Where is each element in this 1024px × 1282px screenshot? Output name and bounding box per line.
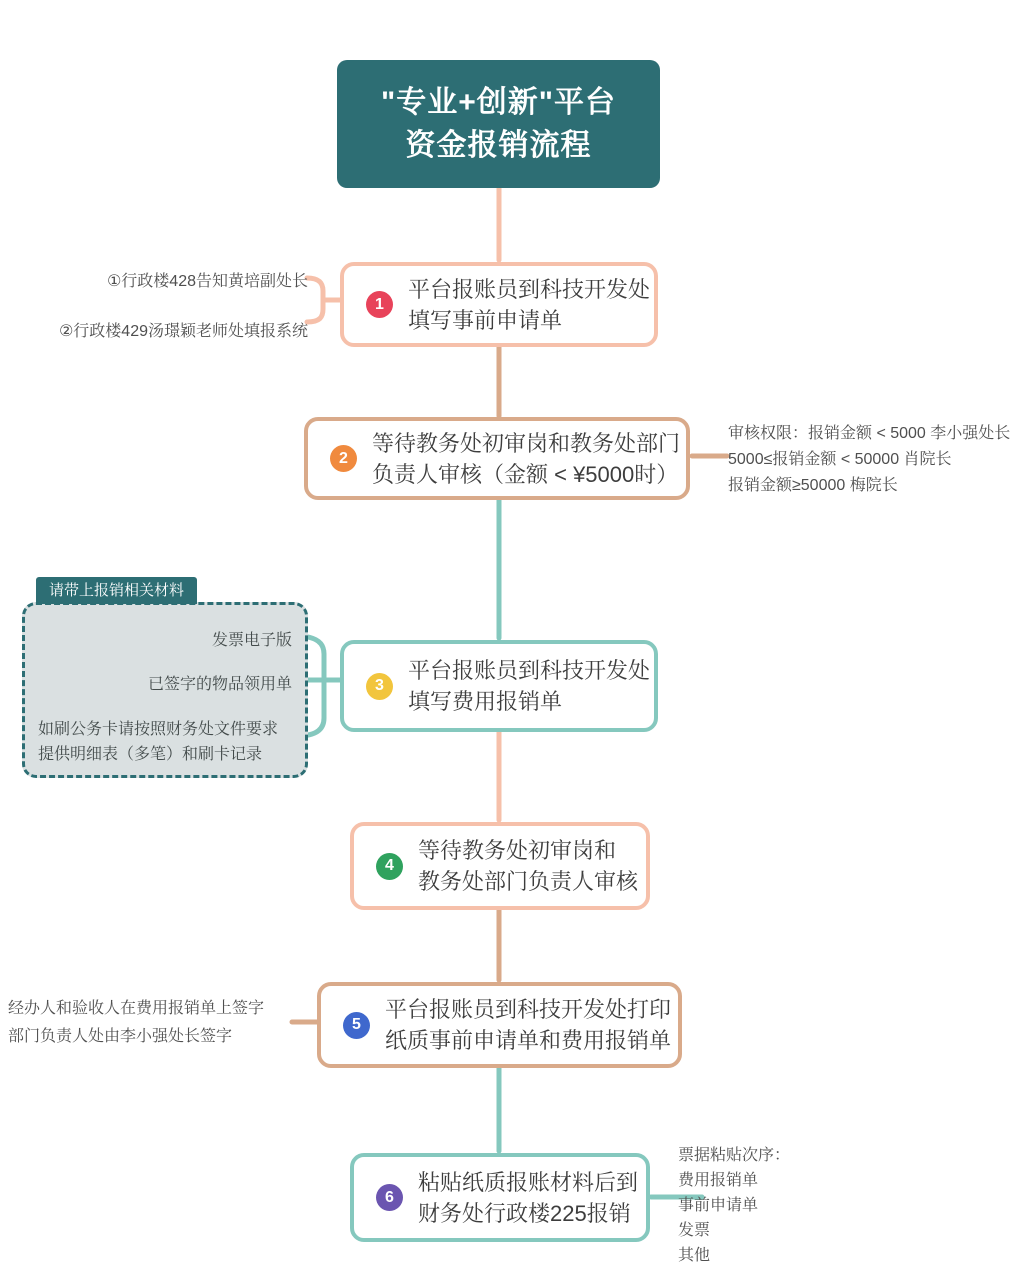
step-6-annotation-line-2: 费用报销单 [678,1172,759,1189]
materials-item-card-line-2: 提供明细表（多笔）和刷卡记录 [38,746,263,763]
step-6-number-icon: 6 [376,1184,403,1211]
step-1-label [408,274,650,336]
step-4-number-icon: 4 [376,853,403,880]
step-5-label [385,994,671,1056]
step-6-annotation [678,1143,790,1268]
step-1-annotation-line-2: ②行政楼429汤璟颖老师处填报系统 [58,323,308,340]
step-6-label-line-2: 财务处行政楼225报销 [418,1200,631,1226]
step-4-box [350,822,650,910]
step-1-number-icon: 1 [366,291,393,318]
step-6-annotation-line-4: 发票 [678,1222,711,1239]
flowchart-title [337,60,660,188]
step-1-label-line-1: 平台报账员到科技开发处 [408,276,651,302]
step-6-label [418,1167,638,1229]
title-line-2: 资金报销流程 [405,129,592,162]
step-3-label-line-1: 平台报账员到科技开发处 [408,658,651,683]
step-2-label [372,428,680,490]
step-6-annotation-line-1: 票据粘贴次序： [678,1147,791,1164]
step-2-label-line-2: 负责人审核（金额 < ¥5000时） [372,461,679,487]
step-4-label [418,835,638,897]
step-5-annotation [8,995,264,1051]
materials-box-tab: 请带上报销相关材料 [36,577,197,604]
step-3-label-line-2: 填写费用报销单 [408,689,563,714]
step-1-box [340,262,658,347]
bracket-step1-annotations [307,278,340,322]
step-2-annotation-line-2: 5000≤报销金额 < 50000 肖院长 [728,451,952,468]
step-5-label-line-1: 平台报账员到科技开发处打印 [385,997,672,1022]
step-6-label-line-1: 粘贴纸质报账材料后到 [418,1169,639,1195]
step-5-box [317,982,682,1068]
step-1-label-line-2: 填写事前申请单 [408,307,563,333]
step-2-annotation [728,421,1010,499]
materials-item-invoice: 发票电子版 [211,632,292,649]
step-5-number-icon: 5 [343,1012,370,1039]
step-6-box [350,1153,650,1242]
step-5-annotation-line-2: 部门负责人处由李小强处长签字 [8,1028,233,1045]
step-4-label-line-2: 教务处部门负责人审核 [418,869,639,894]
step-3-label [408,655,650,717]
step-3-number-icon: 3 [366,673,393,700]
step-1-annotation-line-1: ①行政楼428告知黄培副处长 [106,273,308,290]
step-2-number-icon: 2 [330,445,357,472]
step-3-box [340,640,658,732]
step-6-annotation-line-5: 其他 [678,1247,711,1264]
title-line-1: "专业+创新"平台 [381,86,616,119]
step-2-annotation-line-1: 审核权限：报销金额 < 5000 李小强处长 [728,425,1011,442]
step-2-annotation-line-3: 报销金额≥50000 梅院长 [728,477,898,494]
step-4-label-line-1: 等待教务处初审岗和 [418,838,617,863]
step-2-label-line-1: 等待教务处初审岗和教务处部门 [372,430,681,456]
step-2-box [304,417,690,500]
materials-item-signed-form: 已签字的物品领用单 [147,676,292,693]
step-6-annotation-line-3: 事前申请单 [678,1197,759,1214]
step-1-annotation [0,268,308,341]
step-5-annotation-line-1: 经办人和验收人在费用报销单上签字 [8,1000,265,1017]
materials-item-card-line-1: 如刷公务卡请按照财务处文件要求 [38,721,279,738]
step-5-label-line-2: 纸质事前申请单和费用报销单 [385,1028,672,1053]
